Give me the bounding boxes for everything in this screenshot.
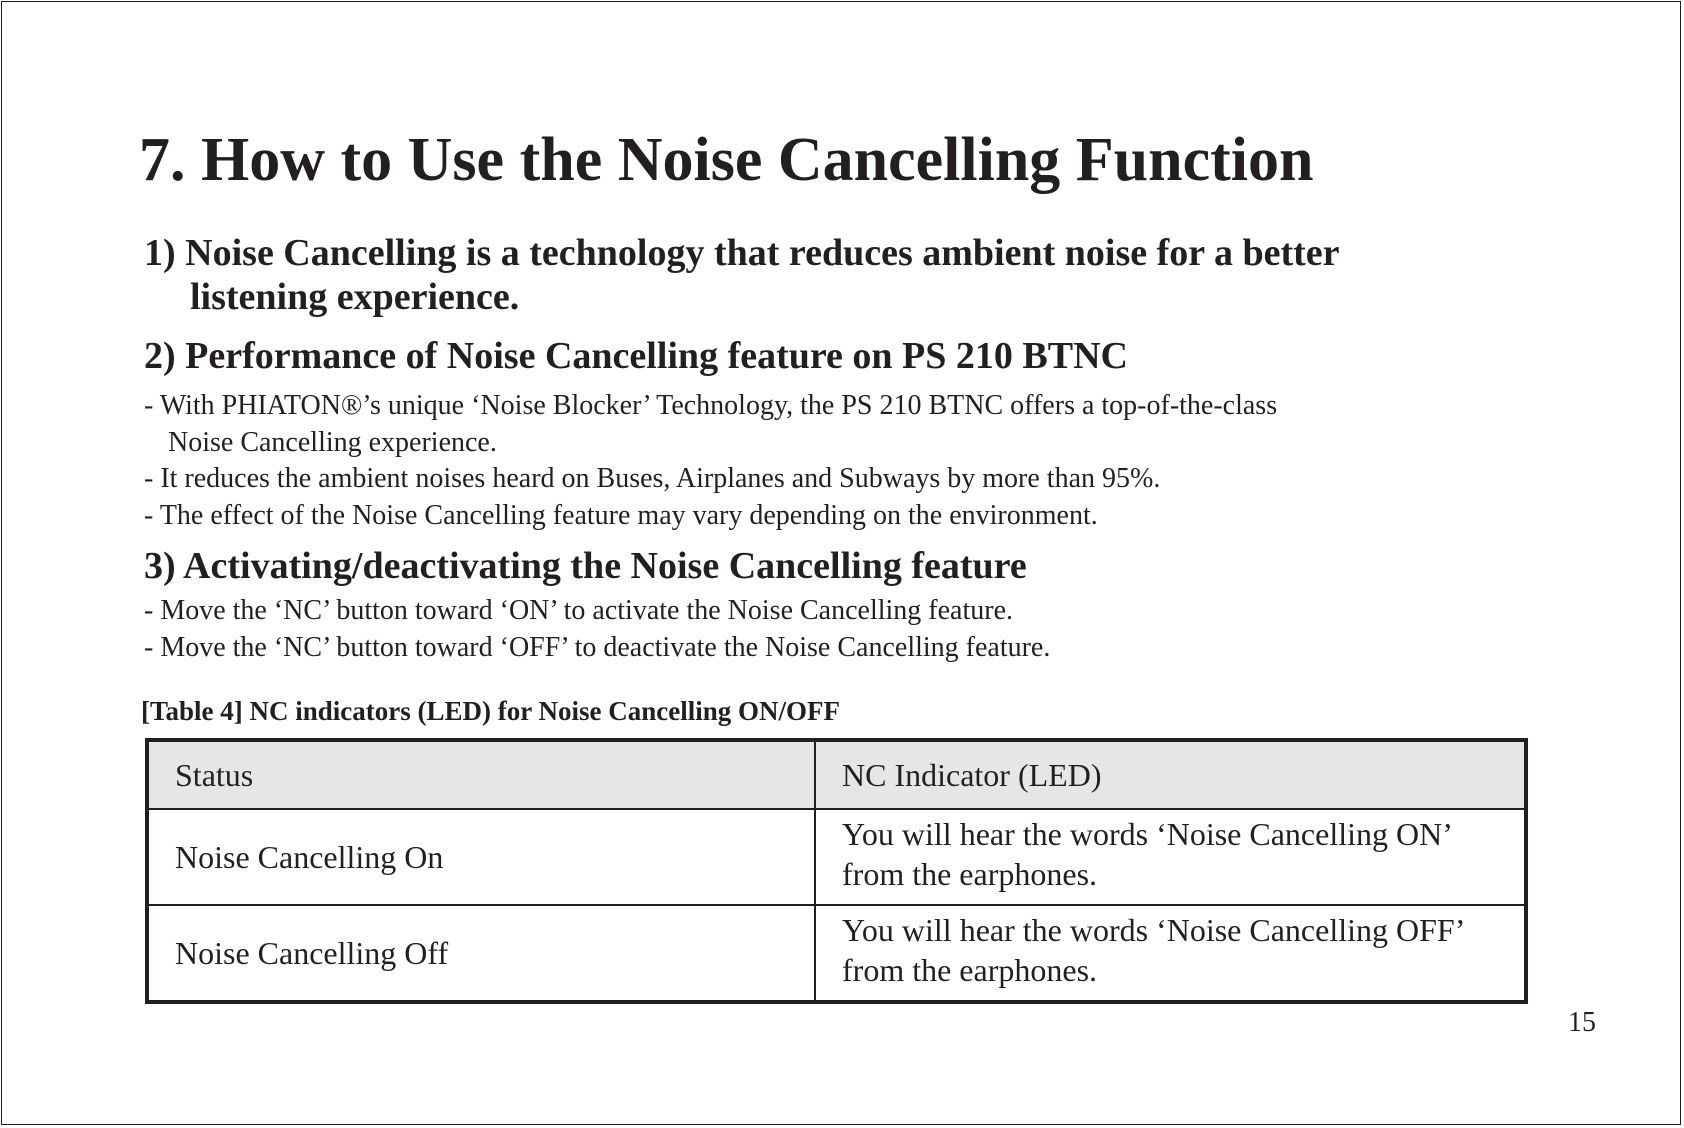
- indicator-line-1: You will hear the words ‘Noise Cancelling OFF’: [842, 912, 1466, 948]
- section-1-heading: [144, 231, 1339, 319]
- indicator-line-2: from the earphones.: [842, 856, 1098, 892]
- nc-indicator-table: [145, 738, 1528, 1004]
- table-row: [147, 905, 1526, 1002]
- bullet-noise-blocker: [144, 387, 1277, 461]
- bullet-noise-blocker-line-1: - With PHIATON®’s unique ‘Noise Blocker’ Technology, the PS 210 BTNC offers a top-of-the-class: [144, 390, 1278, 421]
- indicator-cell: [815, 905, 1526, 1002]
- bullet-effect-varies: - The effect of the Noise Cancelling feature may vary depending on the environment.: [144, 500, 1098, 531]
- section-3-heading: 3) Activating/deactivating the Noise Cancelling feature: [144, 545, 1027, 587]
- page-title: 7. How to Use the Noise Cancelling Function: [139, 126, 1314, 194]
- table-caption: [Table 4] NC indicators (LED) for Noise Cancelling ON/OFF: [141, 696, 840, 726]
- indicator-line-2: from the earphones.: [842, 952, 1098, 988]
- status-cell: Noise Cancelling Off: [147, 905, 815, 1002]
- section-1-heading-line-1: 1) Noise Cancelling is a technology that reduces ambient noise for a better: [144, 232, 1340, 274]
- section-2-heading: 2) Performance of Noise Cancelling feature on PS 210 BTNC: [144, 335, 1128, 377]
- header-nc-indicator: NC Indicator (LED): [815, 740, 1526, 809]
- page-number: 15: [1568, 1007, 1596, 1038]
- status-cell: Noise Cancelling On: [147, 809, 815, 905]
- bullet-noise-blocker-line-2: Noise Cancelling experience.: [168, 427, 497, 458]
- table-header-row: [147, 740, 1526, 809]
- header-status: Status: [147, 740, 815, 809]
- bullet-ambient-reduction: - It reduces the ambient noises heard on Buses, Airplanes and Subways by more than 95%.: [144, 463, 1161, 494]
- section-1-heading-line-2: listening experience.: [190, 276, 520, 318]
- indicator-cell: [815, 809, 1526, 905]
- table-row: [147, 809, 1526, 905]
- indicator-line-1: You will hear the words ‘Noise Cancelling ON’: [842, 816, 1453, 852]
- bullet-deactivate: - Move the ‘NC’ button toward ‘OFF’ to deactivate the Noise Cancelling feature.: [144, 632, 1051, 663]
- bullet-activate: - Move the ‘NC’ button toward ‘ON’ to activate the Noise Cancelling feature.: [144, 595, 1014, 626]
